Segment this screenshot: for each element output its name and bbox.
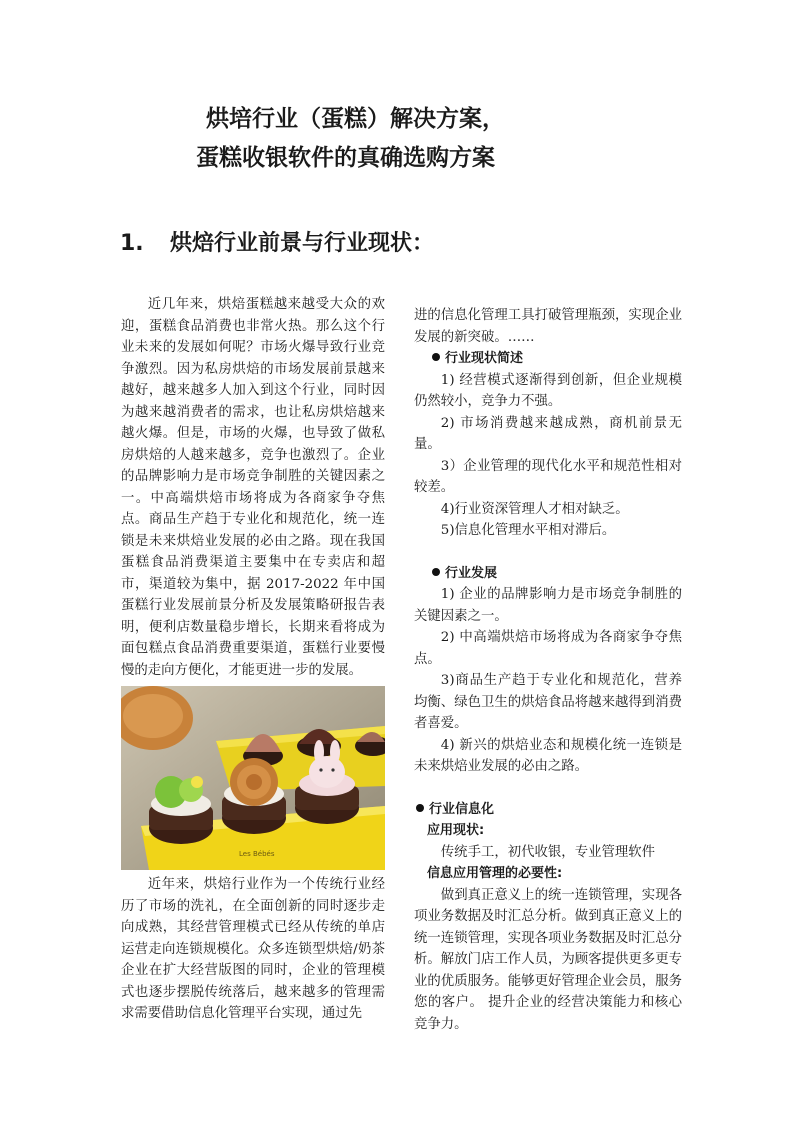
development-item: 1) 企业的品牌影响力是市场竞争制胜的关键因素之一。 — [414, 587, 682, 624]
document-title-line-2: 蛋糕收银软件的真确选购方案 — [196, 145, 495, 171]
spacer — [414, 542, 682, 563]
bullet-dot-icon — [416, 804, 424, 812]
section-title: 烘焙行业前景与行业现状： — [170, 231, 435, 256]
right-column — [414, 305, 682, 1035]
status-item: 4)行业资深管理人才相对缺乏。 — [440, 501, 629, 517]
bullet-industry-informatization — [414, 799, 682, 821]
bullet-heading: 行业现状简述 — [445, 351, 524, 366]
history-paragraph: 近年来，烘焙行业作为一个传统行业经历了市场的洗礼，在全面创新的同时逐步走向成熟，其经营管理模式已经从传统的单店运营走向连锁规模化。众多连锁型烘焙/奶茶企业在扩大经营版图的同时，企业的管理模式也逐步摆脱传统落后，越来越多的管理需求需要借助信息化管理平台实现，通过先 — [121, 877, 385, 1021]
bullet-heading: 行业信息化 — [429, 801, 495, 817]
development-item: 4) 新兴的烘焙业态和规模化统一连锁是未来烘焙业发展的必由之路。 — [414, 737, 682, 774]
status-item: 1) 经营模式逐渐得到创新，但企业规模仍然较小，竞争力不强。 — [414, 372, 682, 409]
status-item: 3）企业管理的现代化水平和规范性相对较差。 — [414, 458, 682, 495]
development-item: 2) 中高端烘焙市场将成为各商家争夺焦点。 — [414, 630, 682, 667]
bullet-industry-status — [414, 348, 682, 370]
cake-photo — [121, 686, 385, 870]
app-status-label: 应用现状: — [427, 823, 485, 838]
left-column-bottom — [121, 874, 385, 1025]
status-item: 2) 市场消费越来越成熟，商机前景无量。 — [414, 415, 682, 452]
section-number: 1. — [120, 231, 144, 256]
necessity-text: 做到真正意义上的统一连锁管理，实现各项业务数据及时汇总分析。做到真正意义上的统一连锁管理，实现各项业务数据及时汇总分析。解放门店工作人员，为顾客提供更多更专业的优质服务。能够更好管理企业会员，服务您的客户。 提升企业的经营决策能力和核心竞争力。 — [414, 887, 682, 1032]
bullet-heading: 行业发展 — [445, 565, 498, 581]
bullet-industry-development — [414, 563, 682, 585]
spacer — [414, 778, 682, 799]
continued-paragraph: 进的信息化管理工具打破管理瓶颈，实现企业发展的新突破。…… — [414, 308, 682, 345]
left-column-top — [121, 294, 385, 681]
app-status-text: 传统手工，初代收银，专业管理软件 — [440, 844, 656, 860]
bullet-dot-icon — [432, 353, 440, 361]
necessity-label: 信息应用管理的必要性: — [427, 866, 563, 881]
section-1-heading — [120, 233, 434, 255]
bullet-dot-icon — [432, 568, 440, 576]
document-title-line-1: 烘培行业（蛋糕）解决方案， — [206, 106, 505, 132]
intro-paragraph: 近几年来，烘焙蛋糕越来越受大众的欢迎，蛋糕食品消费也非常火热。那么这个行业未来的发展如何呢？市场火爆导致行业竞争激烈。因为私房烘焙的市场发展前景越来越好，越来越多人加入到这个行业，同时因为越来越消费者的需求，也让私房烘焙越来越火爆。但是，市场的火爆，也导致了做私房烘焙的人越来越多，竞争也激烈了。企业的品牌影响力是市场竞争制胜的关键因素之一。中高端烘焙市场将成为各商家争夺焦点。商品生产趋于专业化和规范化，统一连锁是未来烘焙业发展的必由之路。现在我国蛋糕食品消费渠道主要集中在专卖店和超市，渠道较为集中，据 2017-2022 年中国蛋糕行业发展前景分析及发展策略研报告表明，便利店数量稳步增长，长期来看将成为面包糕点食品消费重要渠道，蛋糕行业要慢慢的走向方便化，才能更进一步的发展。 — [121, 297, 385, 678]
development-item: 3)商品生产趋于专业化和规范化，营养均衡、绿色卫生的烘焙食品将越来越得到消费者喜爱。 — [414, 673, 682, 731]
status-item: 5)信息化管理水平相对滞后。 — [440, 523, 616, 538]
tray-label: Les Bébés — [239, 850, 275, 858]
